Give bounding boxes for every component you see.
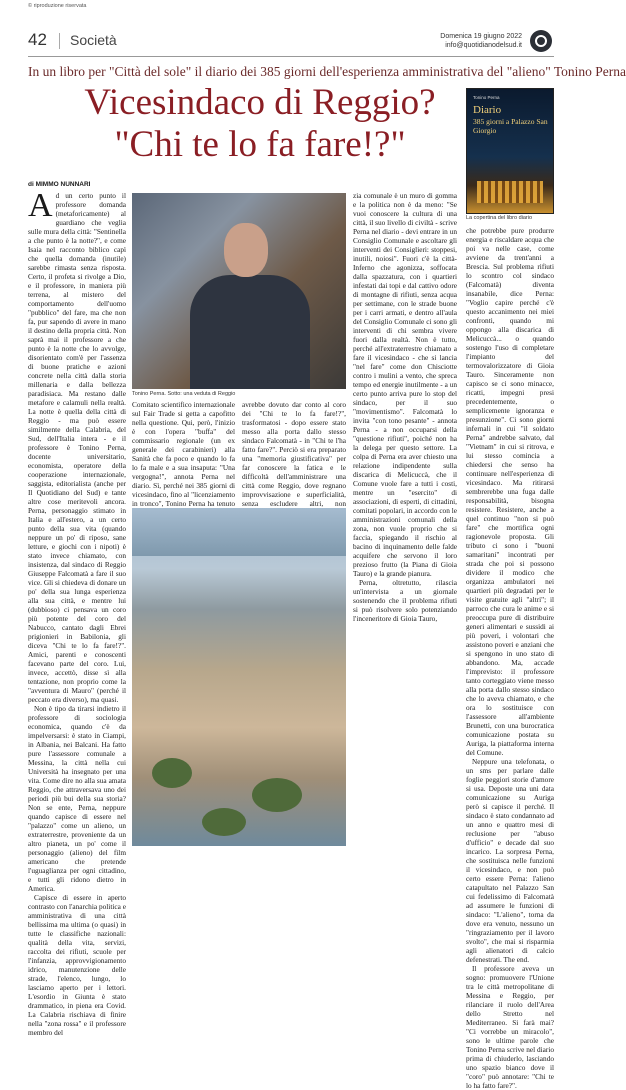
sea-area [132, 508, 346, 556]
date-text: Domenica 19 giugno 2022 [440, 33, 522, 40]
header-rule [28, 56, 554, 57]
title-line-1: Vicesindaco di Reggio? [84, 82, 436, 123]
paragraph: zia comunale è un muro di gomma e la politica non è da meno: "Se vuoi conoscere la cultura di una città, il suo livello di civiltà - scrive Perna nel diario - devi entrare in un Consiglio Comunale e ascoltare gli interventi dei Consiglieri: stoppesi, inutili, noiosi". Fuori c'è la città-Inferno che agonizza, soffocata dalla spazzatura, con i quartieri infestati dai topi e dal cattivo odore di montagne di rifiuti, senza acqua per settimane, con le strade buone per i carri armati, e dentro all'aula del Consiglio Comunale ci sono gli interventi di chi sembra vivere fuori dalla realtà. Non è tutto, perché all'extraterrestre chiamato a fare il vicesindaco - che si lancia "nel fare" come don Chisciotte contro i mulini a vento, che spreca tempo ed energie inutilmente - a un certo punto arriva pure lo stop del sindaco, per il suo "movimentismo". Falcomatà lo invita "con tono pesante" - annota Perna - a non occuparsi della "questione rifiuti", poiché non ha la delega per questo settore. La colpa di Perna era aver chiesto una relazione indipendente sulla discarica di Melicuccà, che il Comune vuole fare a tutti i costi, mentre un "esercito" di associazioni, di esperti, di cittadini, comitati popolari, in accordo con le amministrazioni comunali della zona, non vuole proprio che si faccia, spiegando il rischio al bacino di inquinamento delle falde acquifere che servono il loro prezioso frutto (la Piana di Gioia Tauro) e la grande pianura. [353, 191, 457, 578]
section-label: Società [70, 32, 117, 48]
reproduction-note: © riproduzione riservata [28, 3, 87, 9]
text-column-5 [466, 226, 554, 1090]
text-column-1 [28, 187, 126, 1037]
email-text: info@quotidianodelsud.it [445, 42, 522, 49]
drop-cap: A [28, 187, 53, 224]
book-title: Diario [473, 104, 502, 116]
tree-cluster [152, 758, 192, 788]
page-number: 42 [28, 30, 47, 49]
paragraph: avrebbe dovuto dar conto al coro dei "Chi te lo fa fare!?", trasformatosi - dopo essere stato messo alla porta dallo stesso sindaco Falcomatà - in "Chi te l'ha fatto fare?". Perciò si era preparato una "memoria giustificativa" per far conoscere la fatica e le difficoltà dell'amministrare una città come Reggio, dove regnano improvvisazione e superficialità, senza escludere altri, non [242, 400, 346, 508]
header-divider [59, 33, 60, 49]
text-column-4 [353, 191, 457, 851]
paragraph: Perna, oltretutto, rilascia un'intervista a un giornale sostenendo che il problema rifiuti si può risolvere solo potenziando l'inceneritore di Gioia Tauro, [353, 578, 457, 623]
byline: di MIMMO NUNNARI [28, 181, 91, 188]
book-author: Tonino Perna [473, 95, 500, 100]
paragraph: Ad un certo punto il professore domanda (metaforicamente) al guardiano che veglia sulle mura della città: "Sentinella a che punto è la notte?", e come Isaia nel racconto biblico capì che quella domanda (inutile) sarebbe rimasta senza risposta. Certo, il profeta si rivolge a Dio, e il professore, in maniera più terrena, al mistero del comportamento dell'uomo "pubblico" del fare, ma che non fa, pur sapendo di avere in mano il destino della propria città. Non saprà mai il professore a che punto è la notte che lo avvolge, disorientato com'è per l'assenza di buone pratiche e azioni concrete nella città dalla storia millenaria e dalla bellezza paradisiaca. Ma restano dalle metafore e calamuli nella realtà. La notte è quella della città di Reggio - ma può essere similmente della Calabria, del Sud, dell'Italia intera - e il professore è Tonino Perna, docente universitario, economista, operatore della cooperazione internazionale, saggista, editorialista (anche per Il Quotidiano del Sud) e tante altre cose meritevoli ancora. Perna, personaggio stimato in Italia e all'estero, a un certo punto della sua vita (quando neppure un po' di riposo, sane letture, e giochi con i nipoti) è stato invece chiamato, con insistenza, dal sindaco di Reggio Giuseppe Falcomatà a fare il suo vice. Gli si chiedeva di donare un po' della sua lunga esperienza alla sua città, e mentre lui (dubbioso) ci pensava un coro più potente del coro del Nabucco, cantato dagli Ebrei prigionieri in Babilonia, gli diceva "Chi te lo fa fare!?". Amici, parenti e conoscenti facevano parte del coro. Lui, invece, accettò, disse sì alla tentazione, non proprio come la "avventura di Mauro" (perché il peccato era diverso), ma quasi. [28, 187, 126, 704]
text-column-3 [242, 400, 346, 508]
text-column-2 [132, 400, 235, 508]
book-cover-image [466, 88, 554, 214]
paragraph: che potrebbe pure produrre energia e riscaldare acqua che poi va nelle case, come avviene da trent'anni a Brescia. Sul problema rifiuti lo scontro col sindaco (Falcomatà) diventa insanabile, dice Perna: "Voglio capire perché c'è questo accanimento nei miei confronti, quando mi oppongo alla discarica di Melicuccà... o quando sostengo l'uso di completare l'impianto del termovalorizzatore di Gioia Tauro. Sinceramente non capisco se ci sono minacce, ricatti, impegni presi precedentemente, o semplicemente ignoranza e presunzione". Ci sono giorni infernali in cui "il soldato Perna" andrebbe salvato, dal "Vietnam" in cui si ritrova, e lui stesso comincia a chiedersi che senso ha continuare nell'esperienza di vicesindaco. Ma ritirarsi sembrerebbe una fuga dalle responsabilità, bisogna resistere. Resistere, anche a quel continuo "non si può fare" che mortifica ogni ragionevole proposta. Gli tributo ci sono i "buoni samaritani" incontrati per strada che poi si possono dividere il modico che organizza ambulatori nei quartieri più degradati per le visite gratuite agli "altri"; il parroco che cura le anime e si preoccupa pure di distribuire generi alimentari e sussidi ai più poveri, i volontari che assistono poveri e anziani che si spengono in uno stato di abbandono. Ma, accade l'imprevisto: il professore tanto corteggiato viene messo alla porta dallo stesso sindaco che lo aveva chiamato, e che ora lo sostituisce con l'assessore all'ambiente Brunetti, con una burocratica comunicazione postata su Auriga, la piattaforma interna del Comune. [466, 226, 554, 757]
title-line-2: "Chi te lo fa fare!?" [114, 124, 406, 165]
tree-cluster [252, 778, 302, 812]
article-kicker: In un libro per "Città del sole" il diario dei 385 giorni dell'esperienza amministrativa del "alieno" Tonino Perna [28, 64, 626, 79]
book-caption: La copertina del libro diario [466, 215, 533, 221]
issue-date [440, 32, 522, 50]
portrait-photo [132, 193, 346, 389]
palace-illustration [477, 181, 543, 203]
paragraph: Il professore aveva un sogno: promuovere l'Unione tra le città metropolitane di Messina e Reggio, per rilanciare il ruolo dell'Area dello Stretto nel Mediterraneo. Si farà mai? "Ci vorrebbe un miracolo", sono le ultime parole che Tonino Perna scrive nel diario prima di chiuderlo, lasciando uno spazio bianco dove il "coro" può annotare: "Chi te lo ha fatto fare?". [466, 964, 554, 1090]
photo-caption: Tonino Perna. Sotto: una veduta di Reggio [132, 391, 236, 397]
paragraph: Capisce di essere in aperto contrasto con l'anarchia politica e amministrativa di una città bellissima ma ultima (o quasi) in tutte le classifiche nazionali: qualità della vita, servizi, raccolta dei rifiuti, scuole per l'infanzia, approvvigionamento idrico, manutenzione delle strade, l'elenco, lungo, lo lasciamo aperto per i lettori. L'esordio in Giunta è stato drammatico, in piena era Covid. La Calabria rischiava di finire nella "zona rossa" e il professore membro del [28, 893, 126, 1037]
newspaper-logo-icon [530, 30, 552, 52]
article-title [60, 82, 460, 166]
paragraph: Comitato scientifico internazionale sul Fair Trade si getta a capofitto nella questione. Qui, però, l'inizio è con l'opera "buffa" del commissario regionale (un ex generale dei carabinieri) alla Sanità che fa poco e quando lo fa lo fa male e a sua insaputa: "Una vergogna!", annota Perna nel diario. Sì, perché nei 385 giorni di vicesindaco, fino al "licenziamento in tronco", Tonino Perna ha tenuto [132, 400, 235, 508]
photo-figure-face [224, 223, 268, 277]
paragraph: Non è tipo da tirarsi indietro il professore di sociologia economica, quando c'è da impelversarsi: è stato in Ciampi, in Albania, nei Balcani. Ha fatto pure l'assessore comunale a Messina, la città nella cui Università ha insegnato per una vita. Come dire no alla sua amata Reggio, che attraversava uno dei periodi più bui della sua storia? Non se ente, Perna, neppure quando capisce di essere nel "palazzo" come un alieno, un extraterrestre, proveniente da un altro pianeta, un po' come il personaggio (alieno) del film americano che pretende l'uguaglianza per ogni cittadino, e tutti gli ridono dietro in America. [28, 704, 126, 893]
paragraph: Neppure una telefonata, o un sms per parlare dalle foglie peggiori storie d'amore si usa. Deposte una uni data comunicazione su Auriga però si capisce il perché. Il sindaco è stato condannato ad un anno e quattro mesi di reclusione per "abuso d'ufficio" e decade dal suo incarico. La sorpresa Perna, che sostituisca nelle funzioni il vicesindaco, e non può certo essere Perna: l'alieno catapultato nel Palazzo San cui fedelissimo di Falcomatà ad assumere le funzioni di sindaco: "L'alieno", torna da dove era venuto, nessuno un "ringraziamento per il lavoro svolto", che mai si risparmia agli alienatori di calcio defenestrati. The end. [466, 757, 554, 964]
book-subtitle: 385 giorni a Palazzo San Giorgio [473, 117, 548, 135]
city-view-photo [132, 508, 346, 846]
tree-cluster [202, 808, 246, 836]
photo-figure-body [190, 275, 310, 389]
